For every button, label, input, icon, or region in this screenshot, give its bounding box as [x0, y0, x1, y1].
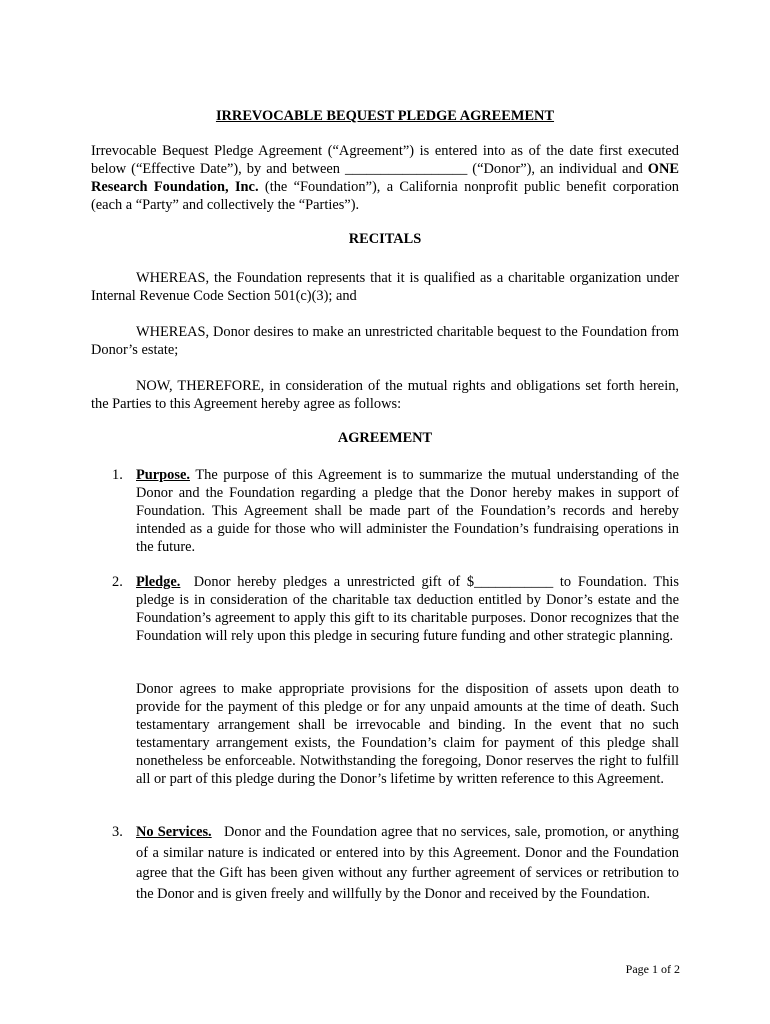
intro-text-3: (the “Foundation”), a California nonprofit public benefit corporation (each a “Party” and collectively the “Parties”).: [91, 179, 679, 213]
item-1-title: Purpose.: [136, 467, 190, 483]
pledge-amount-blank: ___________: [474, 574, 554, 590]
item-2-pledge: [136, 573, 679, 645]
item-3-number: 3.: [112, 824, 123, 840]
item-1-text: The purpose of this Agreement is to summarize the mutual understanding of the Donor and the Foundation regarding a pledge that the Donor hereby makes in support of Foundation. This Agreement shall be made part of the Foundation’s records and hereby intended as a guide for those who will administer the Foundation’s fundraising operations in the future.: [136, 467, 680, 555]
intro-text-2: (“Donor”), an individual and: [472, 161, 643, 177]
intro-paragraph: [91, 142, 679, 214]
now-therefore-paragraph: NOW, THEREFORE, in consideration of the mutual rights and obligations set forth herein, the Parties to this Agreement hereby agree as follows:: [91, 378, 679, 412]
agreement-heading: AGREEMENT: [337, 430, 433, 446]
item-2-title: Pledge.: [136, 574, 181, 590]
donor-name-blank: _________________: [344, 161, 468, 177]
intro-text-1: Irrevocable Bequest Pledge Agreement (“Agreement”) is entered into as of the date first executed below (“Effective Date”), by and between: [91, 143, 679, 177]
recitals-heading: RECITALS: [348, 231, 422, 247]
item-2-text-before: Donor hereby pledges a unrestricted gift of $: [193, 574, 475, 590]
item-1-purpose: [136, 466, 679, 556]
document-title: IRREVOCABLE BEQUEST PLEDGE AGREEMENT: [215, 108, 555, 124]
item-3-text: Donor and the Foundation agree that no services, sale, promotion, or anything of a similar nature is indicated or entered into by this Agreement. Donor and the Foundation agree that the Gift has been given without any further agreement of services or retribution to the Donor and is given freely and willfully by the Donor and received by the Foundation.: [136, 824, 679, 902]
item-3-title: No Services.: [136, 824, 212, 840]
whereas-paragraph-2: WHEREAS, Donor desires to make an unrestricted charitable bequest to the Foundation from Donor’s estate;: [91, 324, 679, 358]
whereas-paragraph-1: WHEREAS, the Foundation represents that it is qualified as a charitable organization under Internal Revenue Code Section 501(c)(3); and: [91, 270, 679, 304]
item-3-no-services: [136, 822, 679, 904]
item-2-second-paragraph: Donor agrees to make appropriate provisions for the disposition of assets upon death to provide for the payment of this pledge or for any unpaid amounts at the time of death. Such testamentary arrangement shall be irrevocable and binding. In the event that no such testamentary arrangement exists, the Foundation’s claim for payment of this pledge shall nonetheless be enforceable. Notwithstanding the foregoing, Donor reserves the right to fulfill all or part of this pledge during the Donor’s lifetime by written reference to this Agreement.: [136, 681, 679, 787]
item-2-number: 2.: [112, 574, 123, 590]
foundation-name: ONE Research Foundation, Inc.: [91, 161, 679, 195]
item-2-text-after: to Foundation. This pledge is in consideration of the charitable tax deduction entitled by Donor’s estate and the Foundation’s agreement to apply this gift to its charitable purposes. Donor recognizes that the Foundation will rely upon this pledge in securing future funding and other strategic planning.: [136, 574, 679, 644]
item-1-number: 1.: [112, 467, 123, 483]
page-number: Page 1 of 2: [625, 962, 680, 976]
